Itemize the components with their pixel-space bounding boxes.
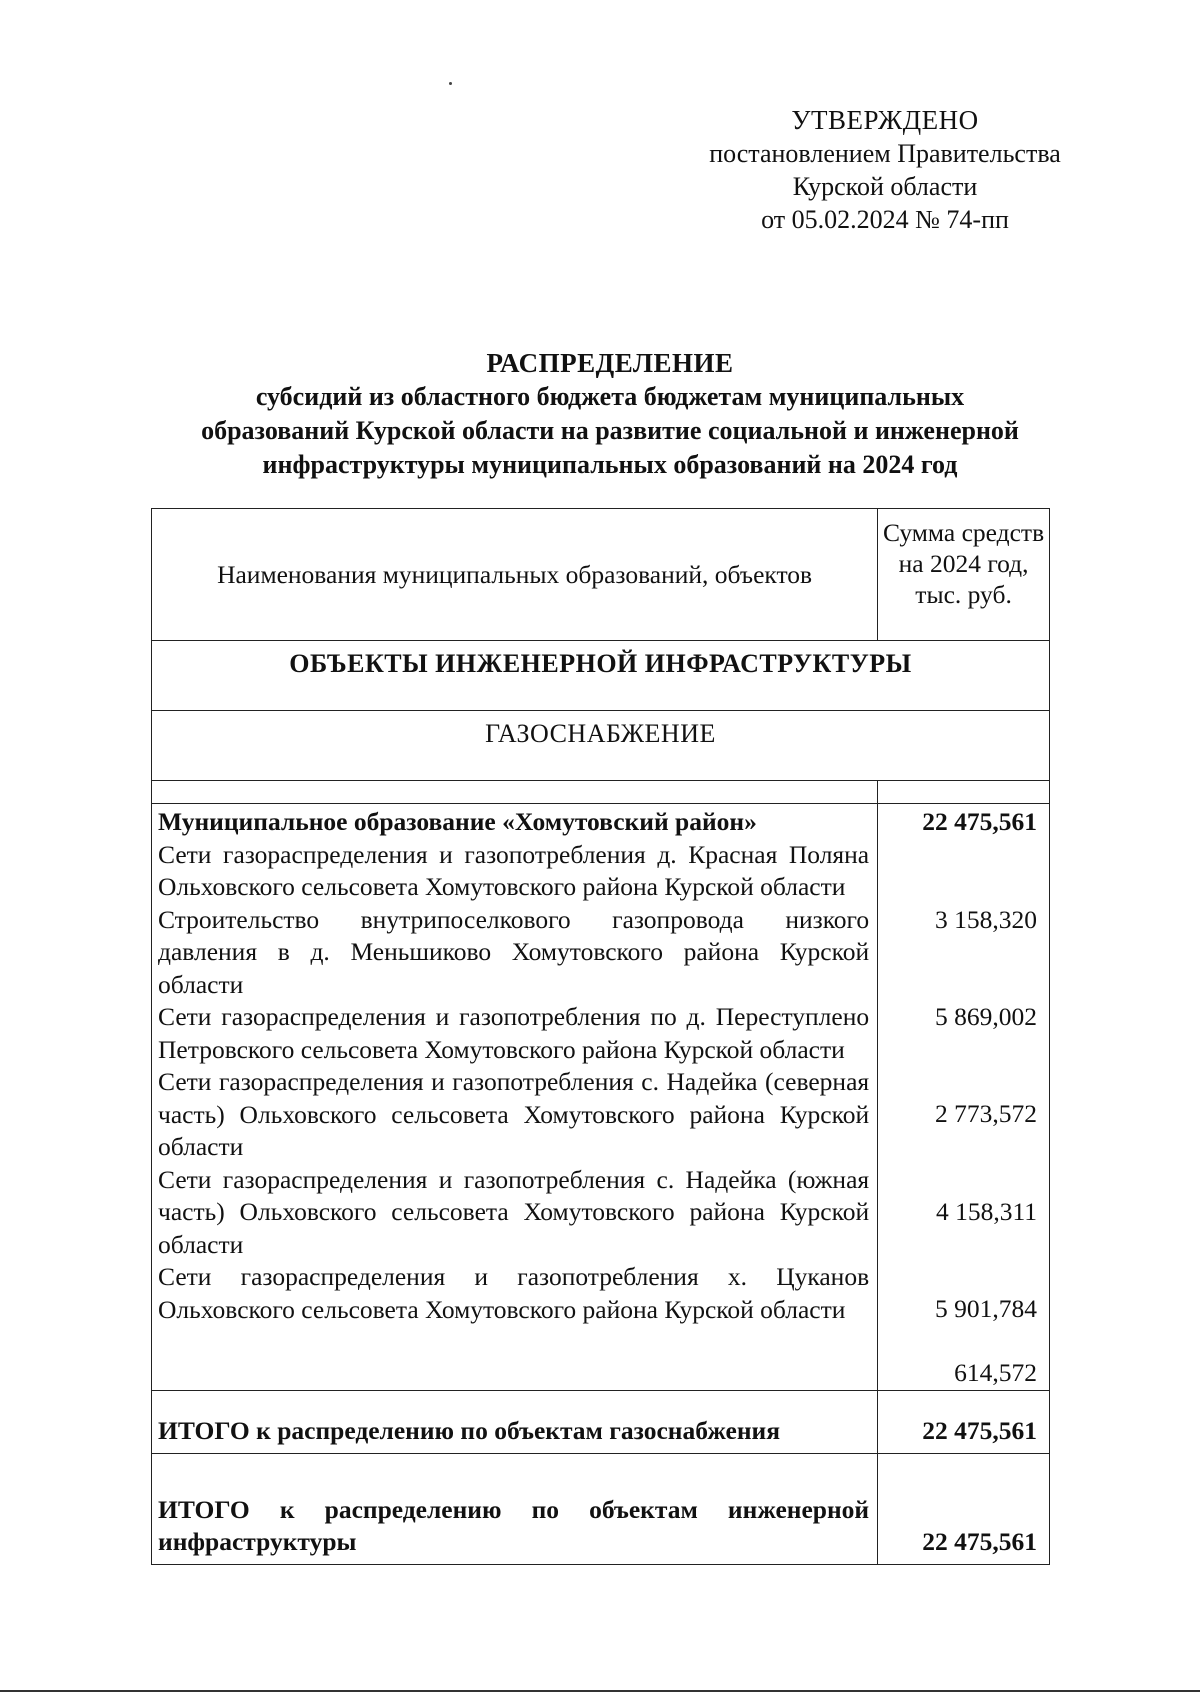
- distribution-table: [151, 508, 1050, 1565]
- scan-speck: [449, 82, 452, 85]
- total-infra-sum: 22 475,561: [878, 1453, 1050, 1564]
- list-item: Сети газораспределения и газопотребления с. Надейка (южная часть) Ольховского сельсовета Хомутовского района Курской области: [158, 1164, 870, 1259]
- page-bottom-edge: [0, 1690, 1200, 1692]
- total-gas-sum: 22 475,561: [878, 1390, 1050, 1453]
- municipality-row: [152, 804, 1050, 1391]
- approval-heading: УТВЕРЖДЕНО: [791, 105, 979, 135]
- total-gas-label: ИТОГО к распределению по объектам газоснабжения: [152, 1390, 878, 1453]
- approval-issuer: постановлением Правительства: [709, 139, 1061, 168]
- item-sum: 614,572: [954, 1358, 1037, 1387]
- list-item: Сети газораспределения и газопотребления с. Надейка (северная часть) Ольховского сельсовета Хомутовского района Курской области: [158, 1067, 870, 1161]
- list-item: Сети газораспределения и газопотребления х. Цуканов Ольховского сельсовета Хомутовского района Курской области: [158, 1262, 870, 1324]
- table-header-row: [152, 509, 1050, 641]
- document-title: [130, 346, 1090, 482]
- header-name-cell: Наименования муниципальных образований, объектов: [152, 509, 878, 641]
- title-line-2: субсидий из областного бюджета бюджетам муниципальных: [255, 382, 965, 411]
- item-sum: 3 158,320: [935, 905, 1037, 934]
- item-sum: 5 901,784: [935, 1294, 1037, 1323]
- municipality-items-cell: [152, 804, 878, 1391]
- title-main: РАСПРЕДЕЛЕНИЕ: [486, 348, 734, 378]
- approval-date-number: от 05.02.2024 № 74-пп: [761, 205, 1009, 234]
- approval-region: Курской области: [792, 172, 978, 201]
- item-sum: 5 869,002: [935, 1002, 1037, 1031]
- header-sum-cell: Сумма средств на 2024 год, тыс. руб.: [878, 509, 1050, 641]
- municipality-name: Муниципальное образование «Хомутовский район»: [158, 807, 757, 836]
- title-line-3: образований Курской области на развитие социальной и инженерной: [201, 416, 1019, 445]
- total-infra-label: ИТОГО к распределению по объектам инженерной инфраструктуры: [152, 1453, 878, 1564]
- subsection-title: ГАЗОСНАБЖЕНИЕ: [152, 711, 1050, 781]
- municipality-sums-cell: [878, 804, 1050, 1391]
- spacer-cell-name: [152, 781, 878, 804]
- spacer-cell-sum: [878, 781, 1050, 804]
- subsection-row: [152, 711, 1050, 781]
- total-infra-row: [152, 1453, 1050, 1564]
- section-row: [152, 641, 1050, 711]
- title-line-4: инфраструктуры муниципальных образований на 2024 год: [262, 450, 958, 479]
- list-item: Строительство внутрипоселкового газопровода низкого давления в д. Меньшиково Хомутовского района Курской области: [158, 904, 870, 999]
- total-gas-row: [152, 1390, 1050, 1453]
- item-sum: 2 773,572: [935, 1099, 1037, 1128]
- list-item: Сети газораспределения и газопотребления д. Красная Поляна Ольховского сельсовета Хомутовского района Курской области: [158, 839, 870, 901]
- spacer-row: [152, 781, 1050, 804]
- municipality-sum: 22 475,561: [922, 807, 1037, 836]
- item-sum: 4 158,311: [935, 1197, 1037, 1226]
- list-item: Сети газораспределения и газопотребления по д. Переступлено Петровского сельсовета Хомутовского района Курской области: [158, 1002, 870, 1064]
- approval-stamp: [690, 104, 1080, 236]
- section-title: ОБЪЕКТЫ ИНЖЕНЕРНОЙ ИНФРАСТРУКТУРЫ: [152, 641, 1050, 711]
